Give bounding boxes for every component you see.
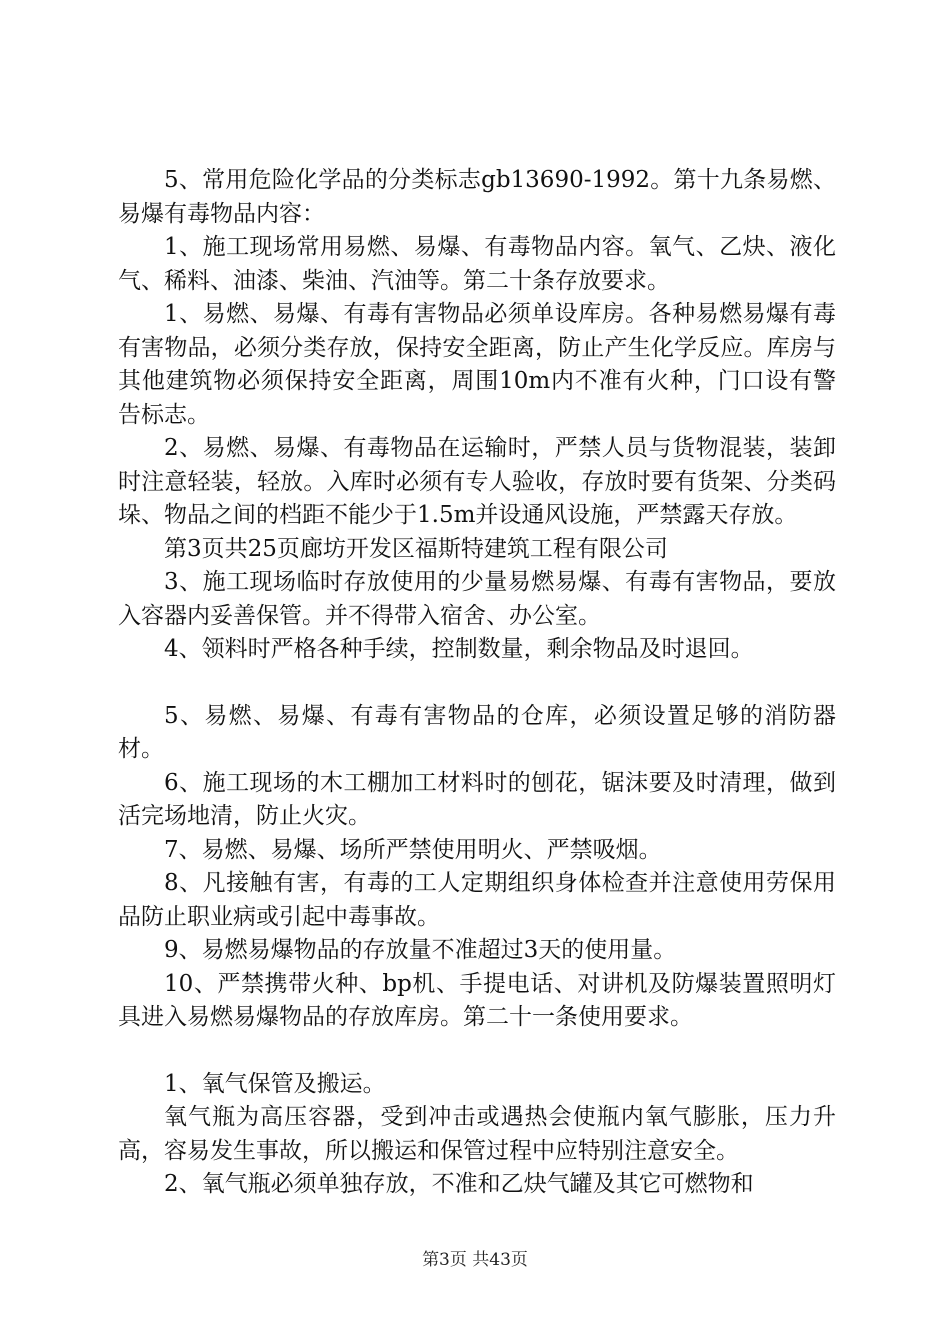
paragraph: 1、氧气保管及搬运。 xyxy=(164,1070,386,1097)
paragraph: 9、易燃易爆物品的存放量不准超过3天的使用量。 xyxy=(164,937,677,963)
paragraph: 8、凡接触有害，有毒的工人定期组织身体检查并注意使用劳保用品防止职业病或引起中毒事故。 xyxy=(118,870,836,930)
paragraph: 1、施工现场常用易燃、易爆、有毒物品内容。氧气、乙炔、液化气、稀料、油漆、柴油、汽油等。第二十条存放要求。 xyxy=(118,234,836,294)
paragraph: 氧气瓶为高压容器，受到冲击或遇热会使瓶内氧气膨胀，压力升高，容易发生事故，所以搬运和保管过程中应特别注意安全。 xyxy=(118,1104,836,1164)
paragraph: 10、严禁携带火种、bp机、手提电话、对讲机及防爆装置照明灯具进入易燃易爆物品的存放库房。第二十一条使用要求。 xyxy=(118,970,836,1030)
inline-page-reference: 第3页共25页廊坊开发区福斯特建筑工程有限公司 xyxy=(164,535,668,562)
paragraph: 5、易燃、易爆、有毒有害物品的仓库，必须设置足够的消防器材。 xyxy=(118,702,836,762)
paragraph-gap xyxy=(118,667,836,700)
body-text xyxy=(118,164,836,1202)
paragraph-gap xyxy=(118,1035,836,1068)
paragraph: 1、易燃、易爆、有毒有害物品必须单设库房。各种易燃易爆有毒有害物品，必须分类存放，保持安全距离，防止产生化学反应。库房与其他建筑物必须保持安全距离，周围10m内不准有火种，门口设有警告标志。 xyxy=(118,301,836,428)
paragraph: 4、领料时严格各种手续，控制数量，剩余物品及时退回。 xyxy=(164,636,754,662)
paragraph: 3、施工现场临时存放使用的少量易燃易爆、有毒有害物品，要放入容器内妥善保管。并不得带入宿舍、办公室。 xyxy=(118,569,836,629)
paragraph: 6、施工现场的木工棚加工材料时的刨花，锯沫要及时清理，做到活完场地清，防止火灾。 xyxy=(118,769,836,829)
paragraph: 7、易燃、易爆、场所严禁使用明火、严禁吸烟。 xyxy=(164,836,662,863)
paragraph: 2、易燃、易爆、有毒物品在运输时，严禁人员与货物混装，装卸时注意轻装，轻放。入库时必须有专人验收，存放时要有货架、分类码垛、物品之间的档距不能少于1.5m并设通风设施，严禁露天存放。 xyxy=(118,435,836,528)
page-footer: 第3页 共43页 xyxy=(422,1250,528,1270)
paragraph: 5、常用危险化学品的分类标志gb13690-1992。第十九条易燃、易爆有毒物品内容： xyxy=(118,167,836,227)
paragraph: 2、氧气瓶必须单独存放，不准和乙炔气罐及其它可燃物和 xyxy=(164,1171,754,1197)
